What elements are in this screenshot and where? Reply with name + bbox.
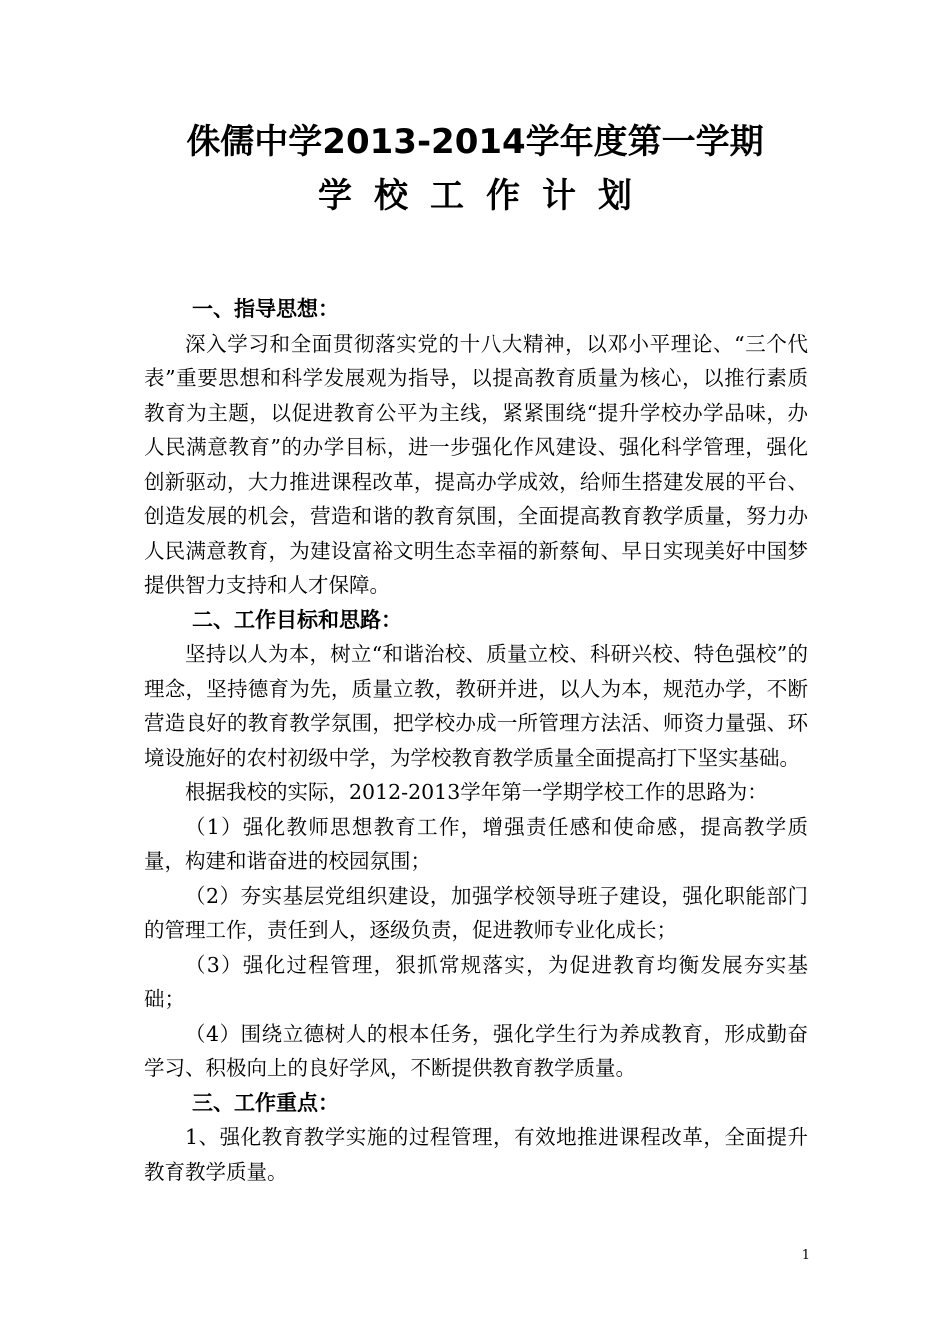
page-number: 1 — [801, 1248, 810, 1263]
document-subtitle: 学校工作计划 — [318, 176, 654, 216]
list-item: （2）夯实基层党组织建设，加强学校领导班子建设，强化职能部门的管理工作，责任到人，逐级负责，促进教师专业化成长； — [144, 883, 808, 942]
paragraph: 1、强化教育教学实施的过程管理，有效地推进课程改革，全面提升教育教学质量。 — [144, 1125, 808, 1184]
list-item: （4）围绕立德树人的根本任务，强化学生行为养成教育，形成勤奋学习、积极向上的良好学风，不断提供教育教学质量。 — [144, 1021, 808, 1080]
document-title: 侏儒中学2013-2014学年度第一学期 — [186, 122, 764, 162]
paragraph: 坚持以人为本，树立“和谐治校、质量立校、科研兴校、特色强校”的理念，坚持德育为先，质量立教，教研并进，以人为本，规范办学，不断营造良好的教育教学氛围，把学校办成一所管理方法活、师资力量强、环境设施好的农村初级中学，为学校教育教学质量全面提高打下坚实基础。 — [144, 642, 808, 770]
paragraph: 深入学习和全面贯彻落实党的十八大精神，以邓小平理论、“三个代表”重要思想和科学发展观为指导，以提高教育质量为核心，以推行素质教育为主题，以促进教育公平为主线，紧紧围绕“提升学校办学品味，办人民满意教育”的办学目标，进一步强化作风建设、强化科学管理，强化创新驱动，大力推进课程改革，提高办学成效，给师生搭建发展的平台、创造发展的机会，营造和谐的教育氛围，全面提高教育教学质量，努力办人民满意教育，为建设富裕文明生态幸福的新蔡甸、早日实现美好中国梦提供智力支持和人才保障。 — [144, 331, 808, 597]
paragraph: 根据我校的实际，2012-2013学年第一学期学校工作的思路为： — [185, 780, 768, 804]
section-heading-work-focus: 三、工作重点： — [192, 1090, 339, 1115]
document-body — [144, 292, 808, 1189]
list-item: （1）强化教师思想教育工作，增强责任感和使命感，提高教学质量，构建和谐奋进的校园氛围； — [144, 814, 808, 873]
list-item: （3）强化过程管理，狠抓常规落实，为促进教育均衡发展夯实基础； — [144, 952, 808, 1011]
section-heading-guiding-ideology: 一、指导思想： — [192, 297, 339, 321]
section-heading-goals-and-approach: 二、工作目标和思路： — [192, 607, 402, 632]
